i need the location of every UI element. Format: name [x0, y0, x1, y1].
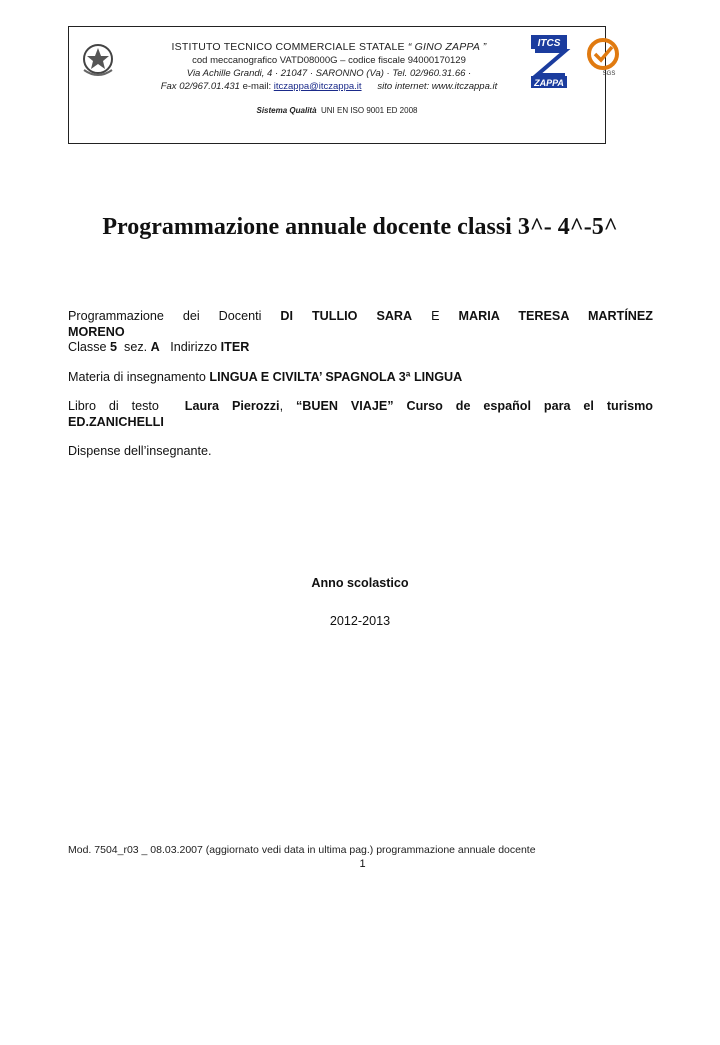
institute-address: Via Achille Grandi, 4 · 21047 · SARONNO (Va) · Tel. 02/960.31.66 ·: [186, 68, 472, 79]
subject-line: [68, 370, 653, 386]
textbook-label: Libro di testo: [68, 399, 159, 413]
class-line: [68, 340, 653, 356]
page-footer: Mod. 7504_r03 _ 08.03.2007 (aggiornato vedi data in ultima pag.) programmazione annuale docente: [68, 844, 536, 856]
institute-codes: cod meccanografico VATD08000G – codice fiscale 94000170129: [192, 55, 466, 66]
sgs-certification-logo: [585, 37, 621, 77]
school-year-value: 2012-2013: [329, 614, 391, 628]
teachers-line: [68, 309, 653, 325]
sez-label: sez.: [124, 340, 148, 354]
notes-line: Dispense dell’insegnante.: [68, 444, 212, 458]
institute-label: ISTITUTO TECNICO COMMERCIALE STATALE: [171, 41, 405, 53]
textbook-title: “BUEN VIAJE” Curso de español para el turismo: [295, 399, 653, 413]
teachers-label: Programmazione dei Docenti: [68, 309, 262, 323]
classe-value: 5: [110, 340, 118, 354]
classe-label: Classe: [68, 340, 107, 354]
subject-label: Materia di insegnamento: [68, 369, 206, 384]
textbook-publisher: ED.ZANICHELLI: [68, 414, 164, 429]
quality-label: Sistema Qualità: [256, 106, 317, 115]
itcs-zappa-logo: [527, 33, 571, 89]
cert-label: SGS: [602, 71, 616, 77]
textbook-sep: ,: [279, 399, 284, 413]
institute-name: “ GINO ZAPPA ”: [407, 41, 487, 53]
indirizzo-label: Indirizzo: [170, 340, 218, 354]
page-title: Programmazione annuale docente classi 3^- 4^-5^: [102, 214, 618, 240]
quality-system: [69, 106, 605, 115]
teacher-2b: MORENO: [68, 324, 125, 339]
logo-zappa-text: ZAPPA: [534, 78, 564, 88]
page-number: 1: [359, 858, 366, 870]
subject-value: LINGUA E CIVILTA’ SPAGNOLA 3ª LINGUA: [209, 369, 463, 384]
indirizzo-value: ITER: [220, 340, 250, 354]
logo-itcs-text: ITCS: [537, 38, 561, 49]
teacher-2a: MARIA TERESA MARTÍNEZ: [458, 309, 653, 323]
textbook-line: [68, 399, 653, 415]
institute-fax: Fax 02/967.01.431: [160, 81, 240, 92]
website: sito internet: www.itczappa.it: [377, 81, 498, 92]
school-year-label: Anno scolastico: [311, 576, 409, 590]
teachers-conj: E: [431, 309, 440, 323]
textbook-line-2: [68, 415, 653, 431]
sez-value: A: [150, 340, 160, 354]
email-link[interactable]: itczappa@itczappa.it: [273, 81, 362, 92]
institute-info: [129, 41, 529, 93]
teachers-line-2: [68, 325, 653, 341]
quality-value: UNI EN ISO 9001 ED 2008: [320, 106, 418, 115]
institute-header: [68, 26, 616, 144]
teacher-1: DI TULLIO SARA: [280, 309, 413, 323]
textbook-author: Laura Pierozzi: [184, 399, 280, 413]
italian-republic-emblem-icon: [80, 40, 116, 78]
email-label: e-mail:: [242, 81, 272, 92]
document-body: [68, 309, 653, 460]
